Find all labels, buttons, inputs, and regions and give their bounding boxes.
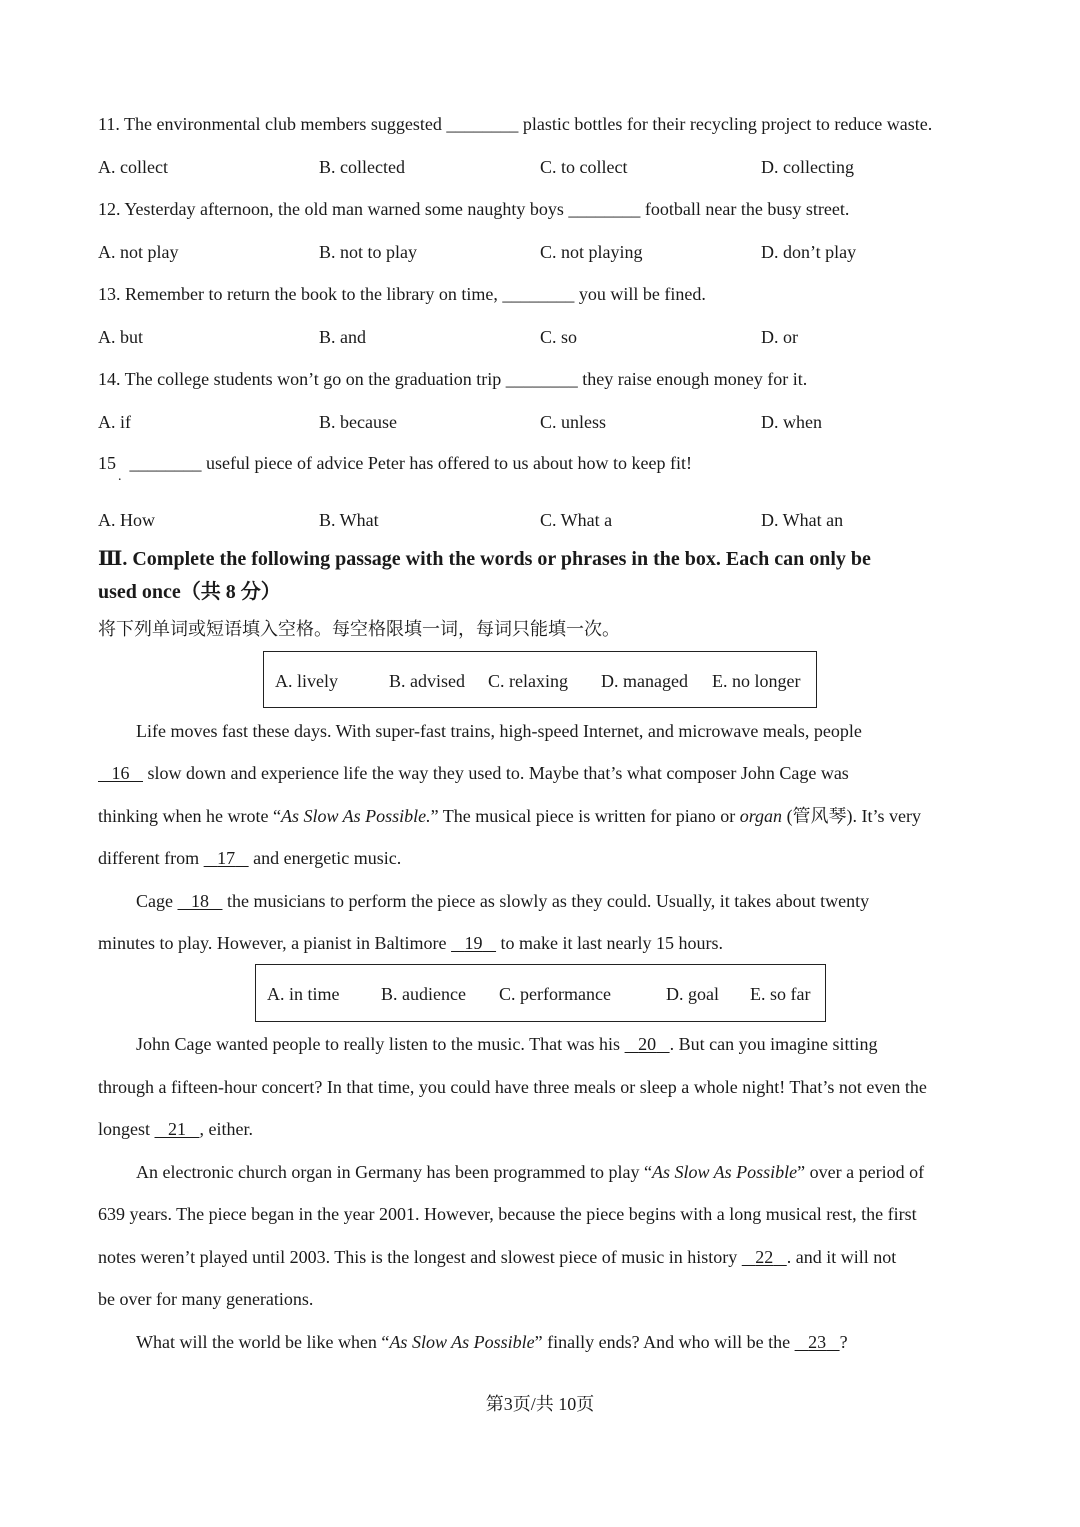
option-15-b: B. What	[319, 510, 379, 530]
word-box-1	[263, 651, 817, 708]
section-3-title-line-2: used once（共 8 分）	[98, 581, 281, 603]
passage-p4-line-2: 639 years. The piece began in the year 2001. However, because the piece begins with a long musical rest, the first	[98, 1204, 917, 1224]
option-12-d: D. don’t play	[761, 242, 857, 262]
option-15-a: A. How	[98, 510, 155, 530]
question-11-stem-after: plastic bottles for their recycling project to reduce waste.	[518, 114, 933, 134]
piece-title-3: As Slow As Possible	[389, 1332, 535, 1352]
option-13-b: B. and	[319, 327, 366, 347]
question-14-stem: 14. The college students won’t go on the graduation trip	[98, 369, 506, 389]
blank-20	[625, 1034, 670, 1054]
passage-p1-line-3-b: ” The musical piece is written for piano or	[430, 806, 740, 826]
word-box-1-item-a: A. lively	[275, 671, 338, 691]
blank-16-number: 16	[111, 763, 130, 783]
blank-16	[98, 763, 143, 783]
blank-18-number: 18	[190, 891, 209, 911]
option-15-c: C. What a	[540, 510, 613, 530]
passage-p4-line-1-a: An electronic church organ in Germany has been programmed to play “	[136, 1162, 652, 1182]
question-11	[98, 112, 932, 136]
passage-p3-line-3-b: , either.	[199, 1119, 253, 1139]
blank-20-number: 20	[638, 1034, 657, 1054]
passage-p3-line-3	[98, 1117, 253, 1141]
passage-p4-line-3-a: notes weren’t played until 2003. This is the longest and slowest piece of music in history	[98, 1247, 742, 1267]
passage-p4-line-4: be over for many generations.	[98, 1289, 314, 1309]
question-15	[98, 451, 692, 475]
word-box-2-item-a: A. in time	[267, 984, 340, 1004]
question-15-blank: ________	[129, 453, 202, 473]
question-14-blank: ________	[505, 369, 578, 389]
passage-p1-line-4-a: different from	[98, 848, 204, 868]
blank-21-number: 21	[168, 1119, 186, 1139]
question-12	[98, 197, 849, 221]
section-3-instruction: 将下列单词或短语填入空格。每空格限填一词，每词只能填一次。	[98, 619, 620, 639]
option-12-b: B. not to play	[319, 242, 417, 262]
option-13-c: C. so	[540, 327, 578, 347]
passage-p2-line-1-a: Cage	[136, 891, 178, 911]
blank-19	[451, 933, 496, 953]
option-14-c: C. unless	[540, 412, 607, 432]
question-11-blank: ________	[446, 114, 519, 134]
passage-p3-line-1-b: . But can you imagine sitting	[669, 1034, 878, 1054]
passage-p2-line-1	[136, 889, 869, 913]
passage-p1-line-1: Life moves fast these days. With super-fast trains, high-speed Internet, and microwave meals, people	[136, 721, 862, 741]
question-15-number: 15	[98, 453, 116, 473]
passage-p5-line-1	[136, 1330, 848, 1354]
section-3-title-line-1: Ⅲ. Complete the following passage with the words or phrases in the box. Each can only be	[98, 548, 871, 570]
option-12-c: C. not playing	[540, 242, 643, 262]
blank-19-number: 19	[464, 933, 483, 953]
option-15-d: D. What an	[761, 510, 844, 530]
word-box-1-item-c: C. relaxing	[488, 671, 568, 691]
question-13-blank: ________	[502, 284, 575, 304]
blank-22	[742, 1247, 787, 1267]
passage-p3-line-1-a: John Cage wanted people to really listen to the music. That was his	[136, 1034, 625, 1054]
word-box-2-item-d: D. goal	[666, 984, 719, 1004]
word-box-2	[255, 964, 826, 1022]
question-14	[98, 367, 807, 391]
word-box-1-item-e: E. no longer	[712, 671, 801, 691]
passage-p1-line-3-a: thinking when he wrote “	[98, 806, 281, 826]
question-13-stem-after: you will be fined.	[574, 284, 706, 304]
blank-23-number: 23	[808, 1332, 827, 1352]
passage-p2-line-2-b: to make it last nearly 15 hours.	[496, 933, 723, 953]
blank-17	[204, 848, 249, 868]
question-15-dot: .	[118, 469, 122, 484]
passage-p1-line-2	[98, 761, 849, 785]
blank-17-number: 17	[217, 848, 236, 868]
word-box-2-item-c: C. performance	[499, 984, 611, 1004]
question-12-blank: ________	[568, 199, 641, 219]
passage-p3-line-2: through a fifteen-hour concert? In that time, you could have three meals or sleep a whole night! That’s not even the	[98, 1077, 927, 1097]
question-13-stem: 13. Remember to return the book to the library on time,	[98, 284, 503, 304]
blank-23	[795, 1332, 840, 1352]
passage-p2-line-2	[98, 931, 723, 955]
passage-p2-line-1-b: the musicians to perform the piece as slowly as they could. Usually, it takes about twenty	[222, 891, 870, 911]
passage-p3-line-1	[136, 1032, 878, 1056]
option-11-b: B. collected	[319, 157, 405, 177]
option-11-c: C. to collect	[540, 157, 628, 177]
passage-p1-line-3-c: (管风琴). It’s very	[782, 806, 922, 826]
option-13-d: D. or	[761, 327, 798, 347]
passage-p1-line-4-b: and energetic music.	[248, 848, 402, 868]
piece-title: As Slow As Possible.	[280, 806, 431, 826]
organ-word: organ	[739, 806, 783, 826]
passage-p4-line-3	[98, 1245, 896, 1269]
passage-p1-line-3	[98, 804, 921, 828]
passage-p5-a: What will the world be like when “	[136, 1332, 390, 1352]
option-14-d: D. when	[761, 412, 822, 432]
passage-p2-line-2-a: minutes to play. However, a pianist in Baltimore	[98, 933, 452, 953]
option-11-d: D. collecting	[761, 157, 854, 177]
blank-21	[155, 1119, 200, 1139]
word-box-2-item-b: B. audience	[381, 984, 466, 1004]
passage-p1-line-2-text: slow down and experience life the way they used to. Maybe that’s what composer John Cage was	[143, 763, 849, 783]
option-13-a: A. but	[98, 327, 143, 347]
word-box-1-item-d: D. managed	[601, 671, 688, 691]
passage-p4-line-3-b: . and it will not	[786, 1247, 897, 1267]
passage-p3-line-3-a: longest	[98, 1119, 155, 1139]
question-13	[98, 282, 706, 306]
passage-p4-line-1	[136, 1160, 924, 1184]
question-15-stem-after: useful piece of advice Peter has offered to us about how to keep fit!	[201, 453, 692, 473]
page-footer: 第3页/共 10页	[485, 1394, 595, 1414]
question-11-stem: 11. The environmental club members suggested	[98, 114, 447, 134]
option-14-b: B. because	[319, 412, 397, 432]
option-12-a: A. not play	[98, 242, 179, 262]
passage-p4-line-1-b: ” over a period of	[797, 1162, 925, 1182]
blank-22-number: 22	[755, 1247, 774, 1267]
word-box-1-item-b: B. advised	[389, 671, 465, 691]
option-11-a: A. collect	[98, 157, 168, 177]
blank-18	[177, 891, 222, 911]
piece-title-2: As Slow As Possible	[651, 1162, 798, 1182]
question-12-stem-after: football near the busy street.	[640, 199, 850, 219]
question-12-stem: 12. Yesterday afternoon, the old man warned some naughty boys	[98, 199, 569, 219]
option-14-a: A. if	[98, 412, 131, 432]
word-box-2-item-e: E. so far	[750, 984, 811, 1004]
question-14-stem-after: they raise enough money for it.	[577, 369, 808, 389]
passage-p1-line-4	[98, 846, 401, 870]
passage-p5-c: ?	[839, 1332, 848, 1352]
passage-p5-b: ” finally ends? And who will be the	[534, 1332, 795, 1352]
